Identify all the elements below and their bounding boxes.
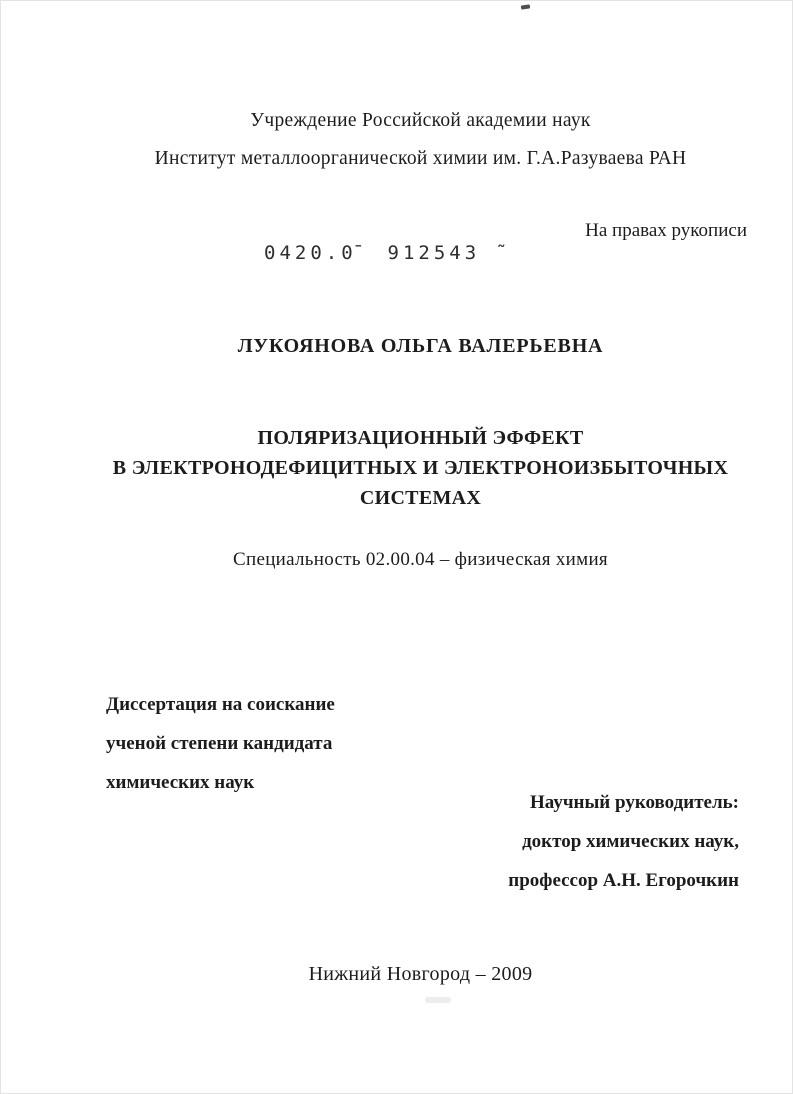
city-year-line: Нижний Новгород – 2009: [308, 963, 533, 985]
manuscript-rights-note: На правах рукописи: [585, 220, 747, 241]
registration-stamp-number: 0420.0̄ 912543 ˜: [264, 242, 512, 264]
author-name: ЛУКОЯНОВА ОЛЬГА ВАЛЕРЬЕВНА: [237, 335, 604, 357]
supervisor-block: [508, 783, 739, 900]
supervisor-line-2: доктор химических наук,: [522, 831, 739, 852]
thesis-line-2: ученой степени кандидата: [106, 733, 333, 754]
dissertation-title: [49, 423, 792, 513]
institution-block: [49, 102, 792, 178]
supervisor-line-1: Научный руководитель:: [530, 792, 739, 813]
thesis-line-3: химических наук: [106, 772, 255, 793]
title-line-1: ПОЛЯРИЗАЦИОННЫЙ ЭФФЕКТ: [257, 427, 584, 449]
title-line-3: СИСТЕМАХ: [359, 487, 482, 509]
supervisor-line-3: профессор А.Н. Егорочкин: [508, 870, 739, 891]
scan-artifact-smudge: [425, 997, 451, 1003]
institution-line-2: Институт металлоорганической химии им. Г.А.Разуваева РАН: [154, 148, 687, 169]
specialty-line: Специальность 02.00.04 – физическая химия: [233, 549, 608, 570]
thesis-line-1: Диссертация на соискание: [106, 694, 335, 715]
scan-artifact-speck: [521, 4, 530, 9]
institution-line-1: Учреждение Российской академии наук: [250, 110, 591, 131]
title-line-2: В ЭЛЕКТРОНОДЕФИЦИТНЫХ И ЭЛЕКТРОНОИЗБЫТОЧНЫХ: [112, 457, 729, 479]
thesis-statement: [106, 685, 335, 802]
